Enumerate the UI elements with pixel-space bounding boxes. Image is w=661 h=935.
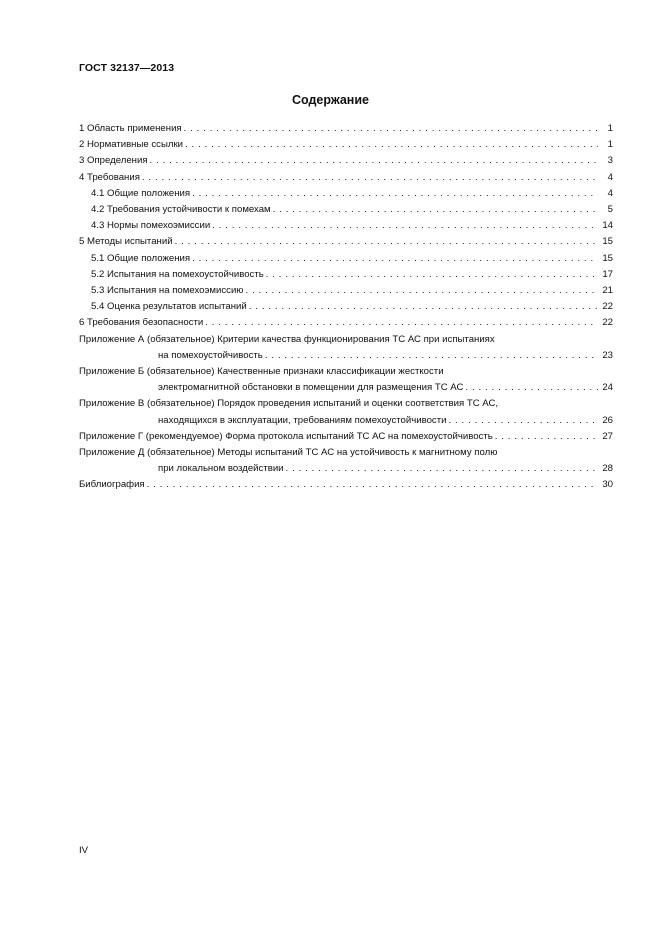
toc-entry-appendix-d[interactable] (79, 445, 613, 477)
toc-label: 4.3 Нормы помехоэмиссии (91, 220, 211, 232)
toc-leader (273, 202, 598, 218)
toc-leader (192, 186, 598, 202)
toc-entry-appendix-b[interactable] (79, 364, 613, 396)
toc-page: 1 (607, 123, 613, 134)
page-title: Содержание (291, 93, 369, 107)
toc-entry-4-3[interactable] (79, 218, 613, 234)
toc-label: 4.2 Требования устойчивости к помехам (91, 204, 271, 216)
toc-page: 15 (602, 236, 613, 248)
table-of-contents (79, 121, 613, 494)
toc-page: 27 (602, 430, 613, 442)
toc-label: на помехоустойчивость (158, 349, 263, 361)
document-id: ГОСТ 32137—2013 (79, 62, 175, 74)
toc-leader (465, 380, 598, 396)
toc-leader (249, 299, 598, 315)
toc-label: 5.2 Испытания на помехоустойчивость (91, 268, 264, 280)
toc-label-first-line: Приложение Д (обязательное) Методы испытаний ТС АС на устойчивость к магнитному полю (79, 447, 498, 459)
toc-leader (175, 234, 598, 250)
toc-entry-5-2[interactable] (79, 267, 613, 283)
toc-entry-5-4[interactable] (79, 299, 613, 315)
toc-entry-4-2[interactable] (79, 202, 613, 218)
toc-label: Библиография (79, 479, 145, 491)
toc-page: 26 (602, 414, 613, 426)
toc-page: 23 (602, 349, 613, 361)
toc-page: 4 (607, 187, 613, 199)
toc-leader (265, 348, 598, 364)
toc-entry-bibliography[interactable] (79, 477, 613, 493)
toc-leader (184, 121, 598, 137)
toc-label-first-line: Приложение Б (обязательное) Качественные признаки классификации жесткости (79, 366, 444, 378)
toc-leader (142, 170, 598, 186)
toc-page: 21 (602, 285, 613, 297)
toc-entry-5-3[interactable] (79, 283, 613, 299)
toc-label: 5 Методы испытаний (79, 236, 173, 248)
toc-entry-appendix-v[interactable] (79, 396, 613, 428)
toc-label: 1 Область применения (79, 123, 182, 134)
toc-leader (448, 413, 598, 429)
toc-page: 24 (602, 382, 613, 394)
toc-entry-4[interactable] (79, 170, 613, 186)
toc-page: 14 (602, 220, 613, 232)
toc-page: 28 (602, 463, 613, 475)
toc-leader (212, 218, 598, 234)
toc-entry-5[interactable] (79, 234, 613, 250)
toc-label: 3 Определения (79, 155, 148, 167)
toc-page: 3 (607, 155, 613, 167)
toc-label: 6 Требования безопасности (79, 317, 204, 329)
toc-label-first-line: Приложение В (обязательное) Порядок проведения испытаний и оценки соответствия ТС АС, (79, 398, 499, 410)
toc-leader (266, 267, 598, 283)
toc-entry-5-1[interactable] (79, 251, 613, 267)
page-number: IV (79, 845, 89, 856)
toc-entry-appendix-g[interactable] (79, 429, 613, 445)
toc-label: 4 Требования (79, 171, 140, 183)
toc-leader (495, 429, 598, 445)
toc-leader (192, 251, 598, 267)
toc-page: 4 (607, 171, 613, 183)
toc-label: 5.3 Испытания на помехоэмиссию (91, 285, 244, 297)
toc-leader (185, 137, 598, 153)
toc-entry-appendix-a[interactable] (79, 332, 613, 364)
toc-page: 22 (602, 317, 613, 329)
toc-entry-3[interactable] (79, 153, 613, 169)
toc-page: 15 (602, 252, 613, 264)
toc-page: 30 (602, 479, 613, 491)
toc-label: 5.4 Оценка результатов испытаний (91, 301, 247, 313)
toc-page: 5 (607, 204, 613, 216)
toc-label: находящихся в эксплуатации, требованиям помехоустойчивости (158, 414, 447, 426)
toc-entry-2[interactable] (79, 137, 613, 153)
toc-page: 17 (602, 268, 613, 280)
toc-leader (286, 461, 598, 477)
toc-label: 2 Нормативные ссылки (79, 139, 184, 151)
toc-label-first-line: Приложение А (обязательное) Критерии качества функционирования ТС АС при испытаниях (79, 333, 495, 345)
toc-label: 4.1 Общие положения (91, 187, 191, 199)
toc-entry-4-1[interactable] (79, 186, 613, 202)
toc-entry-1[interactable] (79, 121, 613, 137)
toc-label: при локальном воздействии (158, 463, 284, 475)
toc-leader (246, 283, 599, 299)
toc-label: электромагнитной обстановки в помещении для размещения ТС АС (158, 382, 464, 394)
toc-label: Приложение Г (рекомендуемое) Форма протокола испытаний ТС АС на помехоустойчивость (79, 430, 493, 442)
toc-leader (205, 315, 598, 331)
toc-page: 1 (607, 139, 613, 151)
toc-leader (147, 477, 598, 493)
toc-label: 5.1 Общие положения (91, 252, 191, 264)
toc-leader (150, 153, 598, 169)
toc-page: 22 (602, 301, 613, 313)
toc-entry-6[interactable] (79, 315, 613, 331)
